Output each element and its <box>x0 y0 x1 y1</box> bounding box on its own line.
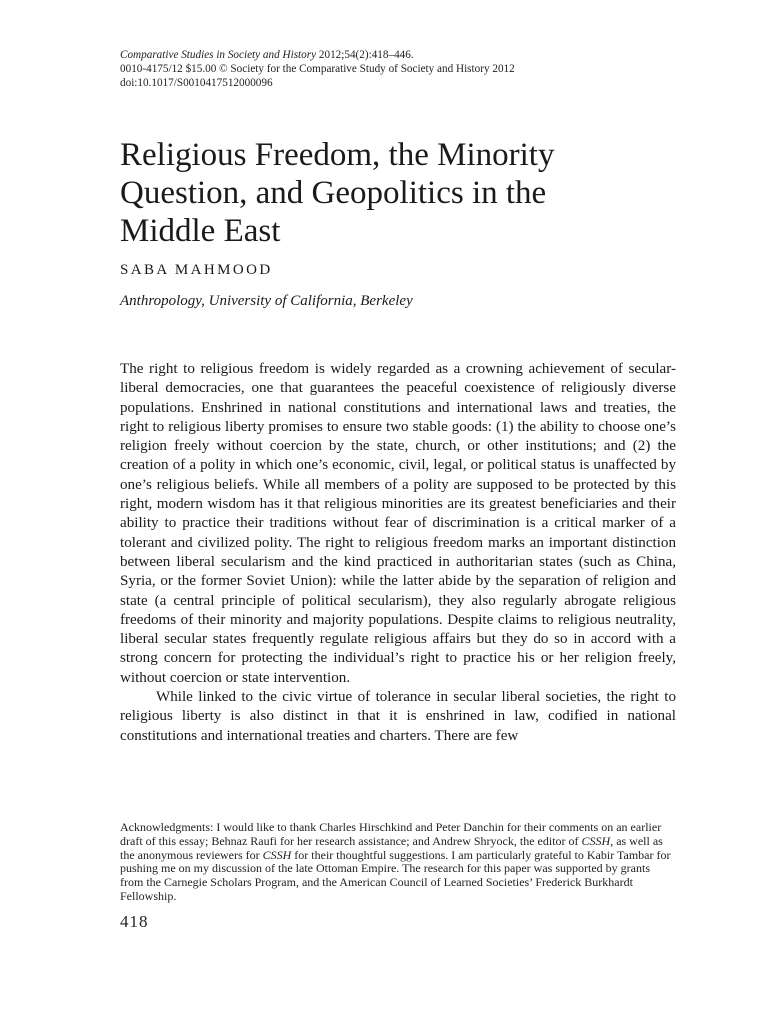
title-line: Middle East <box>120 213 281 249</box>
doi-line: doi:10.1017/S0010417512000096 <box>120 77 273 89</box>
title-line: Question, and Geopolitics in the <box>120 175 547 211</box>
body-paragraph: The right to religious freedom is widely regarded as a crowning achievement of secular-liberal democracies, one that guarantees the peaceful coexistence of religiously diverse populations. Enshrined in national constitutions and international laws and treaties, the right to religious liberty promises to ensure two stable goods: (1) the ability to choose one’s religion freely without coercion by the state, church, or other institutions; and (2) the creation of a polity in which one’s economic, civil, legal, or political status is unaffected by one’s religious beliefs. While all members of a polity are supposed to be protected by this right, modern wisdom has it that religious minorities are its greatest beneficiaries and their ability to practice their traditions without fear of discrimination is a critical marker of a tolerant and civilized polity. The right to religious freedom marks an important distinction between liberal secularism and the kind practiced in authoritarian states (such as China, Syria, or the former Soviet Union): while the latter abide by the separation of religion and state (a central principle of political secularism), they also regularly abrogate religious freedoms of their minority and majority populations. Despite claims to religious neutrality, liberal secular states frequently regulate religious affairs but they do so in accord with a strong concern for protecting the individual’s right to practice his or her religion freely, without coercion or state intervention. <box>120 361 676 686</box>
article-body <box>120 360 676 746</box>
author-name: SABA MAHMOOD <box>120 262 273 278</box>
citation-details: 2012;54(2):418–446. <box>316 49 414 61</box>
journal-name: Comparative Studies in Society and History <box>120 49 317 61</box>
footnote-text-part: for their thoughtful suggestions. I am particularly grateful to Kabir Tambar for pushing me on my discussion of the late Ottoman Empire. The research for this paper was supported by grants from the Carnegie Scholars Program, and the American Council of Learned Societies’ Frederick Burkhardt Fellowship. <box>120 847 671 903</box>
footnote-text <box>120 821 676 904</box>
journal-abbreviation: CSSH <box>262 847 292 862</box>
title-line: Religious Freedom, the Minority <box>120 137 555 173</box>
journal-header <box>120 48 676 90</box>
article-title <box>120 136 676 250</box>
citation-line <box>120 48 676 62</box>
footnote-text-part: , as well as the anonymous reviewers for <box>120 833 663 862</box>
footnote-text-part: Acknowledgments: I would like to thank Charles Hirschkind and Peter Danchin for their comments on an earlier draft of this essay; Behnaz Raufi for her research assistance; and Andrew Shryock, the editor of <box>120 820 662 848</box>
acknowledgments-footnote <box>120 821 676 904</box>
journal-abbreviation: CSSH <box>581 833 611 848</box>
author-affiliation: Anthropology, University of California, Berkeley <box>120 293 413 309</box>
copyright-line: 0010-4175/12 $15.00 © Society for the Comparative Study of Society and History 2012 <box>120 63 515 75</box>
body-paragraph: While linked to the civic virtue of tolerance in secular liberal societies, the right to religious liberty is also distinct in that it is enshrined in law, codified in national constitutions and international treaties and charters. There are few <box>120 689 676 744</box>
page-number: 418 <box>120 912 149 931</box>
